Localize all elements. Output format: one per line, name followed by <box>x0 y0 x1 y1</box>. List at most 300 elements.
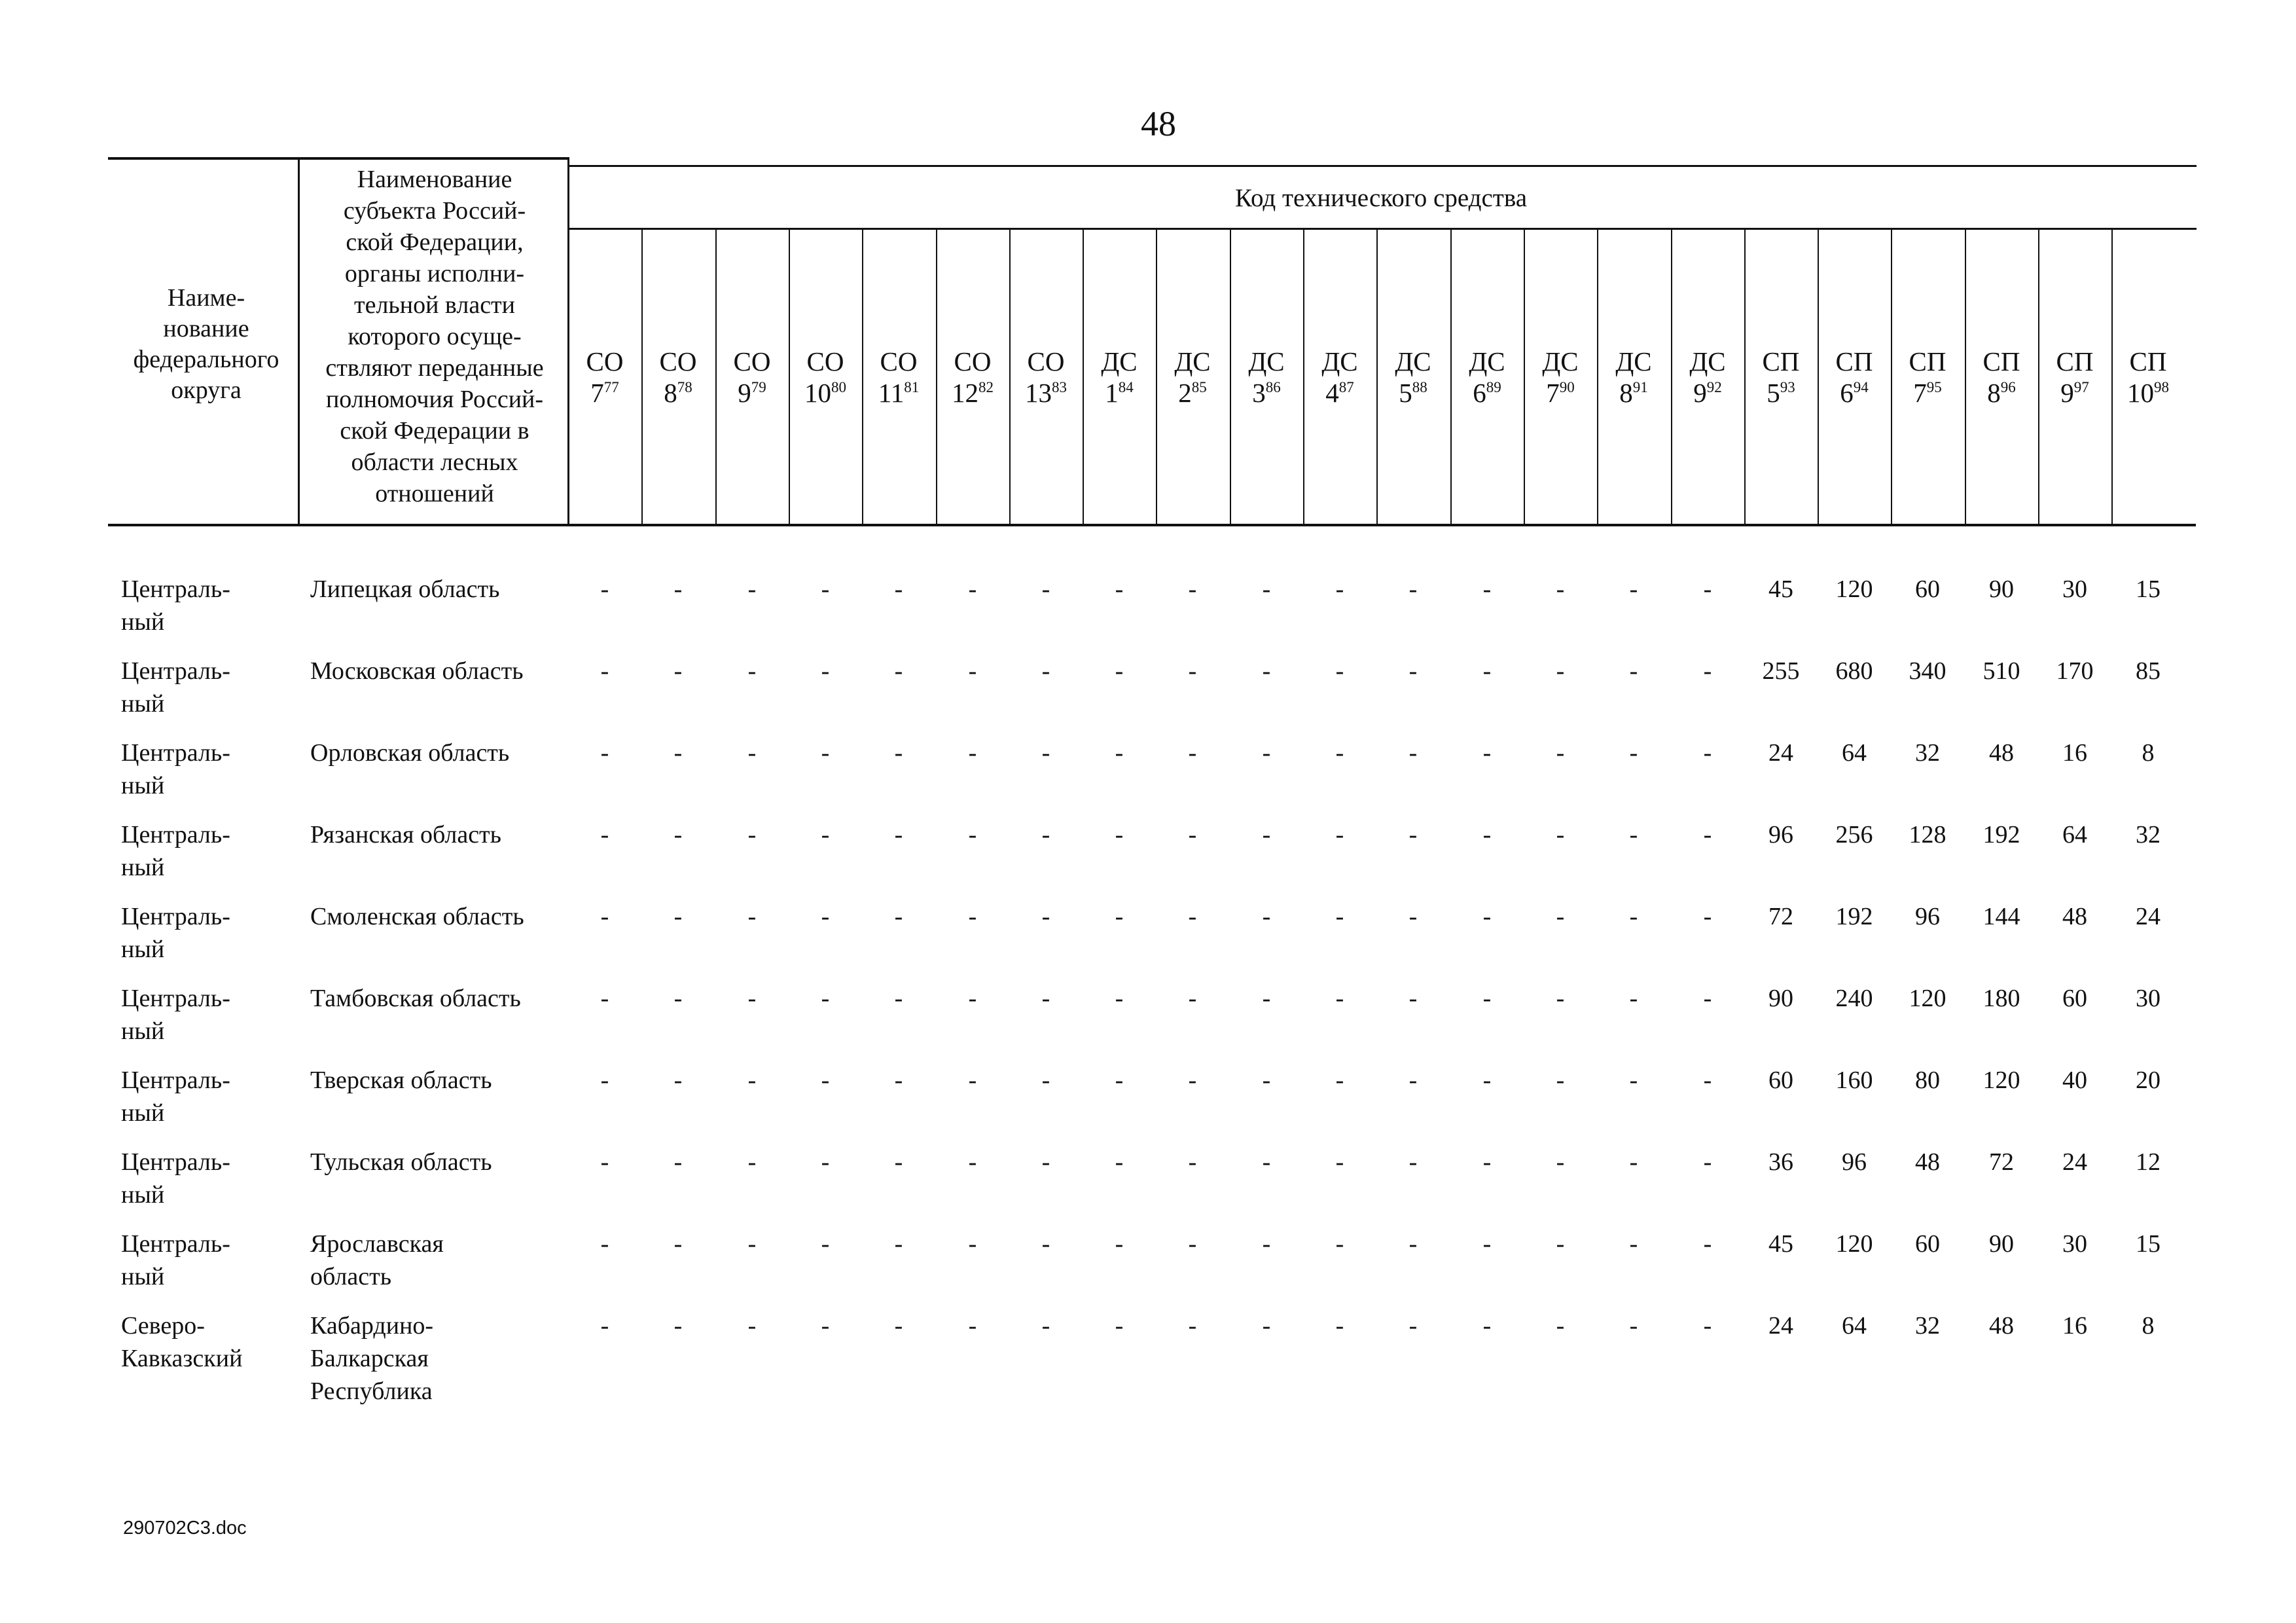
tech-code-value: - <box>894 575 903 603</box>
tech-code-value: 96 <box>1842 1148 1867 1176</box>
federal-district: Централь- ный <box>121 575 230 636</box>
tech-code-value: 20 <box>2136 1067 2161 1094</box>
tech-code-value: 60 <box>1915 575 1940 603</box>
tech-code-value: - <box>1408 575 1418 603</box>
tech-code-value: - <box>1262 657 1271 685</box>
tech-code-value: - <box>600 903 609 930</box>
tech-code-value: - <box>600 985 609 1012</box>
tech-code-column-header <box>1156 346 1229 409</box>
tech-code-value: - <box>1629 1230 1638 1258</box>
tech-code-value: - <box>1188 1312 1197 1340</box>
tech-code-value: 180 <box>1982 985 2020 1012</box>
tech-code-value: - <box>1629 903 1638 930</box>
tech-code-value: 90 <box>1768 985 1793 1012</box>
tech-code-value: - <box>1262 1230 1271 1258</box>
tech-code-value: - <box>1115 657 1124 685</box>
tech-code-value: 45 <box>1768 1230 1793 1258</box>
tech-code-value: 120 <box>1982 1067 2020 1094</box>
footnote-ref: 92 <box>1706 379 1722 395</box>
tech-code-value: 36 <box>1768 1148 1793 1176</box>
tech-code-value: - <box>1482 985 1492 1012</box>
tech-code-column-header <box>862 346 935 409</box>
footnote-ref: 84 <box>1118 379 1134 395</box>
tech-code-value: 48 <box>1989 739 2014 767</box>
tech-code-value: - <box>1188 821 1197 848</box>
tech-code-column-header <box>715 346 789 409</box>
tech-code-value: - <box>1629 821 1638 848</box>
tech-code-value: - <box>1629 739 1638 767</box>
footnote-ref: 89 <box>1486 379 1501 395</box>
tech-code-value: - <box>1629 1148 1638 1176</box>
tech-code-value: 24 <box>1768 1312 1793 1340</box>
tech-code-value: 8 <box>2142 739 2155 767</box>
tech-code-value: 80 <box>1915 1067 1940 1094</box>
tech-code-value: - <box>1262 1067 1271 1094</box>
tech-code-value: - <box>1482 903 1492 930</box>
tech-code-value: - <box>1482 821 1492 848</box>
tech-code-value: - <box>1482 657 1492 685</box>
federal-district: Централь- ный <box>121 1230 230 1290</box>
tech-code-value: - <box>1703 1148 1712 1176</box>
tech-code-value: - <box>747 657 757 685</box>
tech-code-value: 90 <box>1989 575 2014 603</box>
tech-code-column-header <box>1083 346 1156 409</box>
tech-code-number: $7^{95}$ <box>1913 378 1942 408</box>
tech-code-value: 8 <box>2142 1312 2155 1340</box>
tech-code-value: - <box>1115 1312 1124 1340</box>
tech-code-value: - <box>1703 575 1712 603</box>
tech-code-value: - <box>1408 1312 1418 1340</box>
tech-code-value: - <box>1262 575 1271 603</box>
federation-subject: Липецкая область <box>310 575 500 603</box>
tech-code-value: 128 <box>1909 821 1946 848</box>
tech-code-value: - <box>600 1312 609 1340</box>
tech-code-value: - <box>1482 1312 1492 1340</box>
federation-subject: Московская область <box>310 657 524 685</box>
tech-code-value: - <box>1041 575 1050 603</box>
tech-code-value: - <box>1408 739 1418 767</box>
tech-code-value: - <box>1408 1148 1418 1176</box>
federal-district: Централь- ный <box>121 903 230 963</box>
federation-subject: Тверская область <box>310 1067 492 1094</box>
tech-code-value: - <box>968 1230 977 1258</box>
tech-code-value: 60 <box>1768 1067 1793 1094</box>
tech-code-value: - <box>600 1067 609 1094</box>
tech-code-value: - <box>1703 1312 1712 1340</box>
footnote-ref: 79 <box>751 379 766 395</box>
tech-code-value: - <box>673 1148 683 1176</box>
tech-code-type: СП <box>1835 346 1873 376</box>
tech-code-value: - <box>894 985 903 1012</box>
tech-code-value: - <box>1188 1148 1197 1176</box>
tech-code-value: 192 <box>1835 903 1873 930</box>
tech-code-value: - <box>894 657 903 685</box>
federation-subject: Тамбовская область <box>310 985 521 1012</box>
footnote-ref: 93 <box>1780 379 1795 395</box>
tech-code-value: - <box>1703 985 1712 1012</box>
tech-code-value: 45 <box>1768 575 1793 603</box>
tech-code-value: - <box>1703 1067 1712 1094</box>
tech-code-column-header <box>1744 346 1818 409</box>
tech-code-value: - <box>673 575 683 603</box>
tech-code-type: СП <box>1982 346 2020 376</box>
tech-code-value: - <box>821 821 830 848</box>
tech-code-type: СП <box>1762 346 1800 376</box>
tech-code-value: 64 <box>1842 739 1867 767</box>
code-group-divider <box>569 228 2197 230</box>
tech-code-value: - <box>821 1148 830 1176</box>
tech-code-value: - <box>673 657 683 685</box>
header-bottom-border <box>108 524 2196 526</box>
tech-code-value: 12 <box>2136 1148 2161 1176</box>
tech-code-value: 15 <box>2136 575 2161 603</box>
tech-code-number: $5^{93}$ <box>1767 378 1795 408</box>
tech-code-value: - <box>1041 1312 1050 1340</box>
tech-code-value: - <box>747 1148 757 1176</box>
tech-code-number: $9^{92}$ <box>1693 378 1722 408</box>
footnote-ref: 98 <box>2154 379 2169 395</box>
tech-code-number: $8^{78}$ <box>664 378 692 408</box>
tech-code-number: $9^{79}$ <box>738 378 766 408</box>
tech-code-value: - <box>1041 821 1050 848</box>
tech-code-value: - <box>673 1230 683 1258</box>
tech-code-type: ДС <box>1395 346 1431 376</box>
tech-code-type: СО <box>733 346 771 376</box>
tech-code-value: - <box>1262 985 1271 1012</box>
tech-code-value: - <box>1335 1312 1344 1340</box>
tech-code-value: 48 <box>1915 1148 1940 1176</box>
tech-code-value: - <box>1335 903 1344 930</box>
tech-code-value: - <box>1041 985 1050 1012</box>
tech-code-number: $11^{81}$ <box>878 378 920 408</box>
tech-code-column-header <box>1303 346 1376 409</box>
footnote-ref: 83 <box>1052 379 1067 395</box>
tech-code-value: - <box>1041 903 1050 930</box>
tech-code-value: - <box>600 575 609 603</box>
tech-code-column-header <box>1597 346 1670 409</box>
tech-code-value: - <box>747 1312 757 1340</box>
tech-code-value: - <box>1041 1067 1050 1094</box>
footnote-ref: 91 <box>1632 379 1648 395</box>
tech-code-number: $10^{98}$ <box>2127 378 2169 408</box>
tech-code-number: $6^{89}$ <box>1473 378 1501 408</box>
tech-code-value: - <box>1335 1148 1344 1176</box>
tech-code-value: - <box>1041 657 1050 685</box>
tech-code-value: - <box>1262 903 1271 930</box>
tech-code-value: - <box>1482 1230 1492 1258</box>
tech-code-column-header <box>1818 346 1891 409</box>
tech-code-value: - <box>968 903 977 930</box>
tech-code-value: 40 <box>2062 1067 2087 1094</box>
tech-code-value: - <box>1703 657 1712 685</box>
tech-code-value: - <box>1262 1148 1271 1176</box>
tech-code-value: - <box>1408 657 1418 685</box>
tech-code-value: 32 <box>1915 1312 1940 1340</box>
federal-district: Централь- ный <box>121 985 230 1045</box>
tech-code-value: - <box>600 1230 609 1258</box>
tech-code-value: - <box>894 1312 903 1340</box>
tech-code-value: - <box>894 1067 903 1094</box>
tech-code-value: - <box>821 1067 830 1094</box>
tech-code-number: $3^{86}$ <box>1252 378 1281 408</box>
tech-code-value: - <box>1115 1230 1124 1258</box>
tech-code-value: - <box>1188 1067 1197 1094</box>
tech-code-value: - <box>1629 985 1638 1012</box>
tech-code-value: - <box>1482 1067 1492 1094</box>
tech-code-value: - <box>821 739 830 767</box>
footnote-ref: 85 <box>1191 379 1207 395</box>
tech-code-value: - <box>1115 985 1124 1012</box>
tech-code-value: 48 <box>2062 903 2087 930</box>
tech-code-value: 120 <box>1835 575 1873 603</box>
subject-column-header: Наименование субъекта Россий- ской Федерации, органы исполни- тельной власти которого осуще- ствляют переданные полномочия Россий- ской Федерации в области лесных отношений <box>325 166 544 507</box>
tech-code-value: - <box>1556 821 1565 848</box>
tech-code-column-header <box>1891 346 1964 409</box>
tech-code-column-header <box>1524 346 1597 409</box>
tech-code-value: 120 <box>1909 985 1946 1012</box>
tech-code-value: - <box>747 575 757 603</box>
tech-code-value: 30 <box>2062 1230 2087 1258</box>
footnote-ref: 77 <box>603 379 619 395</box>
tech-code-value: - <box>894 903 903 930</box>
tech-code-value: 32 <box>2136 821 2161 848</box>
federal-district: Централь- ный <box>121 657 230 718</box>
tech-code-number: $2^{85}$ <box>1178 378 1207 408</box>
tech-code-number: $4^{87}$ <box>1325 378 1354 408</box>
tech-code-number: $7^{90}$ <box>1546 378 1575 408</box>
tech-code-type: ДС <box>1469 346 1505 376</box>
tech-code-value: 96 <box>1768 821 1793 848</box>
tech-code-number: $5^{88}$ <box>1399 378 1427 408</box>
tech-code-value: - <box>1556 985 1565 1012</box>
tech-code-value: - <box>894 1230 903 1258</box>
tech-code-number: $7^{77}$ <box>590 378 619 408</box>
tech-code-type: ДС <box>1615 346 1652 376</box>
footer-file-name: 290702C3.doc <box>123 1518 247 1539</box>
tech-code-value: - <box>673 1067 683 1094</box>
tech-code-value: - <box>1115 1148 1124 1176</box>
tech-code-value: - <box>673 1312 683 1340</box>
tech-code-column-header <box>568 346 641 409</box>
tech-code-value: - <box>1041 1148 1050 1176</box>
tech-code-value: 120 <box>1835 1230 1873 1258</box>
tech-code-value: 24 <box>1768 739 1793 767</box>
table-top-border <box>108 157 569 160</box>
federal-district: Северо- Кавказский <box>121 1312 243 1372</box>
tech-code-type: СО <box>806 346 844 376</box>
tech-code-value: - <box>968 657 977 685</box>
tech-code-value: - <box>821 985 830 1012</box>
tech-code-value: - <box>1556 657 1565 685</box>
tech-code-value: 48 <box>1989 1312 2014 1340</box>
tech-code-group-header: Код технического средства <box>1234 184 1528 212</box>
tech-code-value: - <box>1115 739 1124 767</box>
tech-code-column-header <box>936 346 1009 409</box>
tech-code-value: - <box>1408 1230 1418 1258</box>
footnote-ref: 97 <box>2073 379 2089 395</box>
tech-code-type: ДС <box>1321 346 1358 376</box>
federal-district: Централь- ный <box>121 739 230 799</box>
federal-district: Централь- ный <box>121 1148 230 1209</box>
tech-code-value: - <box>600 1148 609 1176</box>
tech-code-type: СО <box>954 346 992 376</box>
tech-code-value: 510 <box>1982 657 2020 685</box>
tech-code-type: ДС <box>1248 346 1285 376</box>
tech-code-value: 24 <box>2062 1148 2087 1176</box>
tech-code-value: - <box>600 657 609 685</box>
tech-code-value: - <box>1556 1312 1565 1340</box>
tech-code-value: - <box>747 739 757 767</box>
federation-subject: Рязанская область <box>310 821 501 848</box>
tech-code-value: - <box>1041 739 1050 767</box>
tech-code-value: - <box>1188 1230 1197 1258</box>
tech-code-value: 256 <box>1835 821 1873 848</box>
footnote-ref: 94 <box>1853 379 1869 395</box>
tech-code-value: - <box>968 821 977 848</box>
tech-code-column-header <box>1230 346 1303 409</box>
tech-code-value: - <box>1188 575 1197 603</box>
tech-code-value: - <box>1408 821 1418 848</box>
tech-code-value: 96 <box>1915 903 1940 930</box>
tech-code-value: 16 <box>2062 739 2087 767</box>
tech-code-number: $9^{97}$ <box>2060 378 2089 408</box>
tech-code-value: 72 <box>1768 903 1793 930</box>
page-number: 48 <box>1141 104 1176 143</box>
tech-code-value: 30 <box>2136 985 2161 1012</box>
footnote-ref: 86 <box>1265 379 1281 395</box>
footnote-ref: 95 <box>1926 379 1942 395</box>
tech-code-value: 60 <box>2062 985 2087 1012</box>
tech-code-column-header <box>1376 346 1450 409</box>
tech-code-value: - <box>747 903 757 930</box>
tech-code-value: - <box>1703 1230 1712 1258</box>
tech-code-column-header <box>1965 346 2038 409</box>
tech-code-value: - <box>1556 1148 1565 1176</box>
tech-code-value: - <box>1115 1067 1124 1094</box>
tech-code-value: - <box>1556 575 1565 603</box>
tech-code-value: - <box>894 821 903 848</box>
tech-code-value: - <box>747 985 757 1012</box>
tech-code-value: 240 <box>1835 985 1873 1012</box>
tech-code-column-header <box>2111 346 2185 409</box>
tech-code-value: - <box>968 739 977 767</box>
tech-code-value: - <box>821 657 830 685</box>
tech-code-value: - <box>1262 821 1271 848</box>
tech-code-value: - <box>747 821 757 848</box>
tech-code-value: - <box>821 1230 830 1258</box>
tech-code-type: СО <box>659 346 697 376</box>
tech-code-value: - <box>968 1067 977 1094</box>
tech-code-value: 144 <box>1982 903 2020 930</box>
tech-code-type: СО <box>1027 346 1065 376</box>
tech-code-value: 24 <box>2136 903 2161 930</box>
tech-code-value: - <box>1408 903 1418 930</box>
tech-code-value: - <box>1188 739 1197 767</box>
tech-code-value: - <box>1556 1230 1565 1258</box>
tech-code-number: $13^{83}$ <box>1025 378 1067 408</box>
tech-code-value: 60 <box>1915 1230 1940 1258</box>
tech-code-value: - <box>1115 903 1124 930</box>
tech-code-number: $10^{80}$ <box>804 378 846 408</box>
tech-code-value: - <box>821 903 830 930</box>
tech-code-value: 64 <box>1842 1312 1867 1340</box>
tech-code-value: - <box>1335 1067 1344 1094</box>
tech-code-type: ДС <box>1689 346 1726 376</box>
tech-code-number: $6^{94}$ <box>1840 378 1869 408</box>
tech-code-value: 15 <box>2136 1230 2161 1258</box>
tech-code-value: 16 <box>2062 1312 2087 1340</box>
tech-code-value: - <box>1629 575 1638 603</box>
tech-code-value: 64 <box>2062 821 2087 848</box>
tech-code-number: $1^{84}$ <box>1105 378 1134 408</box>
tech-code-type: СО <box>586 346 624 376</box>
tech-code-value: - <box>1408 1067 1418 1094</box>
tech-code-value: - <box>1115 821 1124 848</box>
tech-code-value: - <box>1482 1148 1492 1176</box>
tech-code-type: СП <box>1909 346 1946 376</box>
tech-code-value: - <box>1482 575 1492 603</box>
tech-code-value: - <box>1188 657 1197 685</box>
tech-code-value: 32 <box>1915 739 1940 767</box>
tech-code-value: - <box>1629 1067 1638 1094</box>
federation-subject: Смоленская область <box>310 903 524 930</box>
tech-code-value: - <box>894 1148 903 1176</box>
tech-code-value: - <box>968 985 977 1012</box>
tech-code-value: 340 <box>1909 657 1946 685</box>
tech-code-value: - <box>673 985 683 1012</box>
district-column-header: Наиме- нование федерального округа <box>133 284 279 404</box>
table-top-border-right <box>569 165 2197 167</box>
federation-subject: Тульская область <box>310 1148 492 1176</box>
tech-code-value: - <box>747 1230 757 1258</box>
tech-code-value: - <box>1629 1312 1638 1340</box>
footnote-ref: 87 <box>1338 379 1354 395</box>
tech-code-value: - <box>1629 657 1638 685</box>
tech-code-value: - <box>894 739 903 767</box>
tech-code-value: - <box>1556 903 1565 930</box>
tech-code-value: 30 <box>2062 575 2087 603</box>
federation-subject: Кабардино- Балкарская Республика <box>310 1312 434 1405</box>
footnote-ref: 88 <box>1412 379 1427 395</box>
tech-code-type: СО <box>880 346 918 376</box>
tech-code-number: $8^{91}$ <box>1619 378 1648 408</box>
tech-code-value: - <box>968 575 977 603</box>
footnote-ref: 78 <box>677 379 692 395</box>
tech-code-value: 72 <box>1989 1148 2014 1176</box>
tech-code-value: - <box>821 575 830 603</box>
tech-code-value: - <box>1703 739 1712 767</box>
tech-code-value: - <box>1335 821 1344 848</box>
tech-code-type: СП <box>2129 346 2167 376</box>
tech-code-type: ДС <box>1542 346 1579 376</box>
tech-code-value: - <box>1041 1230 1050 1258</box>
tech-code-value: - <box>1482 739 1492 767</box>
tech-code-value: - <box>1556 739 1565 767</box>
tech-code-value: 192 <box>1982 821 2020 848</box>
tech-code-value: - <box>1703 821 1712 848</box>
tech-code-value: - <box>747 1067 757 1094</box>
tech-code-value: 680 <box>1835 657 1873 685</box>
tech-code-value: - <box>673 903 683 930</box>
tech-code-value: 170 <box>2056 657 2094 685</box>
tech-code-value: - <box>600 821 609 848</box>
federation-subject: Ярославская область <box>310 1230 444 1290</box>
tech-code-column-header <box>1671 346 1744 409</box>
tech-code-value: 85 <box>2136 657 2161 685</box>
federal-district: Централь- ный <box>121 821 230 881</box>
tech-code-type: СП <box>2056 346 2094 376</box>
tech-code-value: - <box>1188 985 1197 1012</box>
